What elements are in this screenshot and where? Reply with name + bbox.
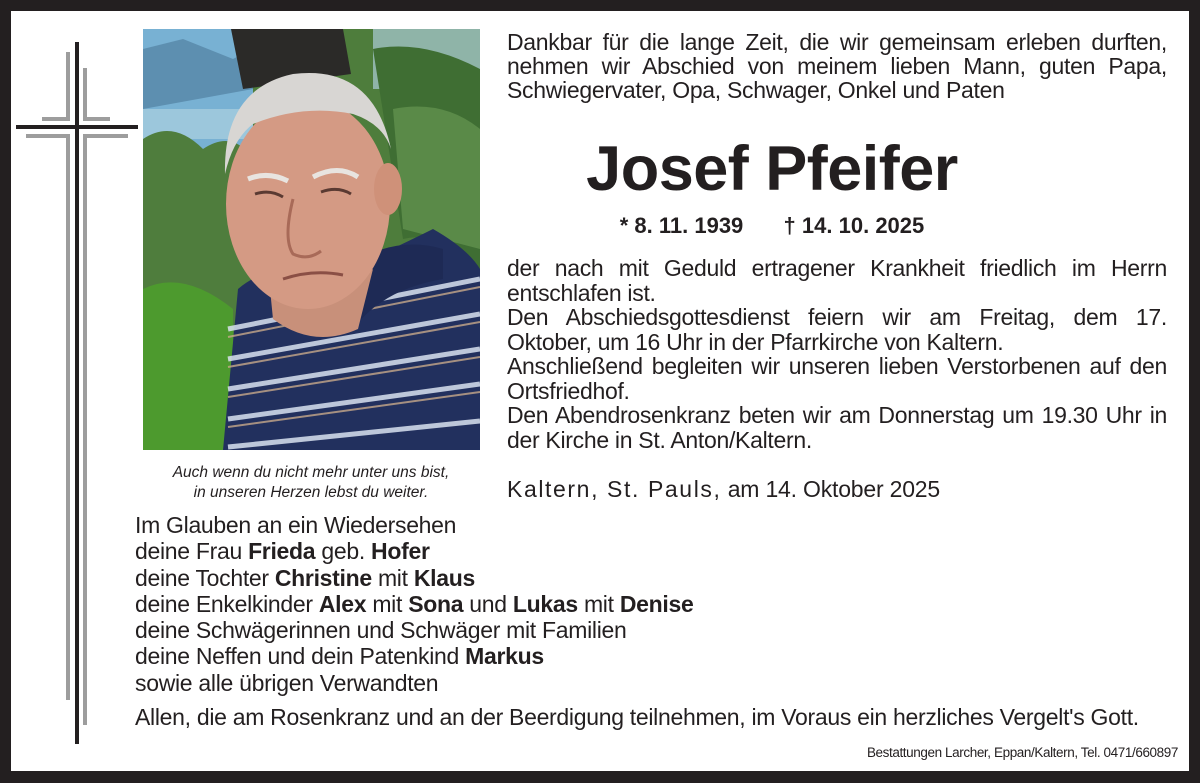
body-paragraph-passing: der nach mit Geduld ertragener Krankheit friedlich im Herrn entschlafen ist. bbox=[507, 255, 1167, 306]
godchild-name: Markus bbox=[465, 643, 544, 670]
mourner-inlaws: deine Schwägerinnen und Schwäger mit Familien bbox=[135, 617, 627, 644]
grandchild-partner-name: Sona bbox=[408, 590, 464, 617]
place-and-date bbox=[507, 476, 1167, 502]
mourner-wife: deine Frau Frieda geb. Hofer bbox=[135, 538, 430, 565]
portrait-photo bbox=[143, 29, 480, 450]
undertaker-info: Bestattungen Larcher, Eppan/Kaltern, Tel. 0471/660897 bbox=[866, 745, 1178, 760]
photo-caption bbox=[131, 463, 491, 503]
birth-date: 8. 11. 1939 bbox=[634, 213, 744, 238]
service-details bbox=[507, 256, 1167, 452]
grandchild-name: Lukas bbox=[512, 590, 578, 617]
thanks-text: Allen, die am Rosenkranz und an der Beerdigung teilnehmen, im Voraus ein herzliches Vergelt's Gott. bbox=[135, 704, 1139, 730]
mourners-intro: Im Glauben an ein Wiedersehen bbox=[135, 512, 457, 538]
birth-star-icon: * bbox=[619, 213, 629, 238]
mourner-nephews: deine Neffen und dein Patenkind Markus bbox=[135, 643, 544, 670]
grandchild-name: Alex bbox=[318, 590, 367, 617]
life-dates bbox=[507, 212, 1037, 240]
cross-gray-line bbox=[83, 117, 110, 121]
cross-gray-line bbox=[83, 134, 128, 138]
mourners-list bbox=[135, 512, 1175, 696]
mourner-relatives: sowie alle übrigen Verwandten bbox=[135, 669, 439, 696]
wife-maiden-name: Hofer bbox=[371, 538, 430, 565]
cross-horizontal-bar bbox=[16, 125, 138, 129]
cross-gray-line bbox=[66, 134, 70, 700]
intro-text: Dankbar für die lange Zeit, die wir gemeinsam erleben durften, nehmen wir Abschied von meinem lieben Mann, guten Papa, Schwiegervater, Opa, Schwager, Onkel und Paten bbox=[507, 29, 1167, 103]
death-date: 14. 10. 2025 bbox=[801, 213, 925, 238]
cross-icon bbox=[11, 11, 151, 771]
cross-gray-line bbox=[42, 117, 70, 121]
body-paragraph-funeral-mass: Den Abschiedsgottesdienst feiern wir am Freitag, dem 17. Oktober, um 16 Uhr in der Pfarrkirche von Kaltern. bbox=[507, 304, 1167, 355]
caption-line-2: in unseren Herzen lebst du weiter. bbox=[193, 484, 429, 501]
body-paragraph-rosary: Den Abendrosenkranz beten wir am Donnerstag um 19.30 Uhr in der Kirche in St. Anton/Kaltern. bbox=[507, 402, 1167, 453]
mourner-grandchildren: deine Enkelkinder Alex mit Sona und Lukas mit Denise bbox=[135, 590, 694, 617]
daughter-name: Christine bbox=[274, 564, 372, 591]
wife-name: Frieda bbox=[248, 538, 316, 565]
body-paragraph-burial: Anschließend begleiten wir unseren lieben Verstorbenen auf den Ortsfriedhof. bbox=[507, 353, 1167, 404]
grandchild-partner-name: Denise bbox=[619, 590, 694, 617]
cross-gray-line bbox=[83, 134, 87, 725]
obituary-card bbox=[11, 11, 1189, 771]
caption-line-1: Auch wenn du nicht mehr unter uns bist, bbox=[172, 464, 450, 481]
death-cross-icon: † bbox=[783, 213, 796, 238]
announcement-date: am 14. Oktober 2025 bbox=[727, 476, 940, 502]
daughter-partner-name: Klaus bbox=[413, 564, 475, 591]
deceased-name: Josef Pfeifer bbox=[586, 134, 958, 204]
cross-gray-line bbox=[83, 68, 87, 120]
place: Kaltern, St. Pauls, bbox=[507, 476, 722, 502]
cross-gray-line bbox=[66, 52, 70, 120]
cross-vertical-bar bbox=[75, 42, 79, 744]
cross-gray-line bbox=[26, 134, 70, 138]
mourner-daughter: deine Tochter Christine mit Klaus bbox=[135, 564, 475, 591]
